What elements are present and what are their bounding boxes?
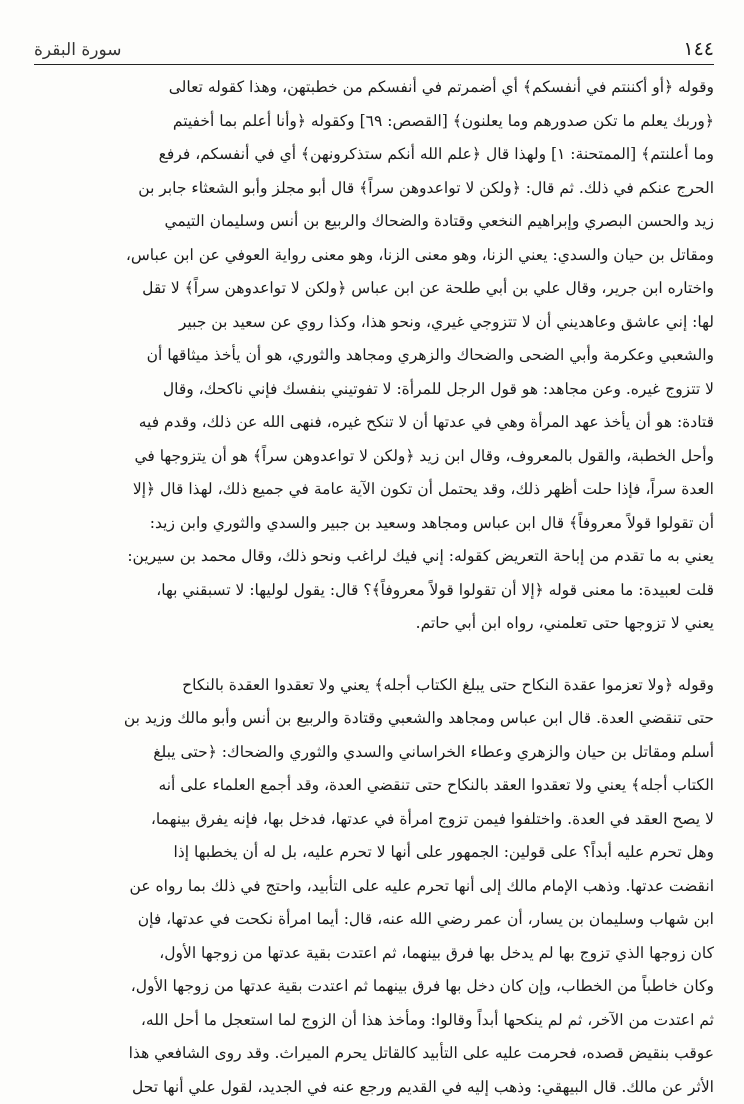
surah-title: سورة البقرة [34, 40, 121, 60]
text-line: وكان خاطباً من الخطاب، وإن كان دخل بها فرق بينهما ثم اعتدت بقية عدتها من زوجها الأول، [34, 970, 714, 1004]
text-line: الكتاب أجله﴾ يعني ولا تعقدوا العقد بالنكاح حتى تنقضي العدة، وقد أجمع العلماء على أنه [34, 769, 714, 803]
text-line: واختاره ابن جرير، وقال علي بن أبي طلحة عن ابن عباس ﴿ولكن لا تواعدوهن سراً﴾ لا تقل [34, 272, 714, 306]
text-line: عوقب بنقيض قصده، فحرمت عليه على التأبيد كالقاتل يحرم الميراث. وقد روى الشافعي هذا [34, 1037, 714, 1071]
text-line: لا يصح العقد في العدة. واختلفوا فيمن تزوج امرأة في عدتها، فدخل بها، فإنه يفرق بينهما، [34, 803, 714, 837]
text-line: العدة سراً، فإذا حلت أظهر ذلك، وقد يحتمل أن تكون الآية عامة في جميع ذلك، لهذا قال ﴿إلا [34, 473, 714, 507]
text-line: قلت لعبيدة: ما معنى قوله ﴿إلا أن تقولوا قولاً معروفاً﴾؟ قال: يقول لوليها: لا تسبقني بها، [34, 574, 714, 608]
text-line: وما أعلنتم﴾ [الممتحنة: ١] ولهذا قال ﴿علم الله أنكم ستذكرونهن﴾ أي في أنفسكم، فرفع [34, 138, 714, 172]
page-number: ١٤٤ [683, 38, 714, 60]
text-line: كان زوجها الذي تزوج بها لم يدخل بها فرق بينهما، ثم اعتدت بقية عدتها من زوجها الأول، [34, 937, 714, 971]
text-line: حتى تنقضي العدة. قال ابن عباس ومجاهد والشعبي وقتادة والربيع بن أنس وأبو مالك وزيد بن [34, 702, 714, 736]
text-line: لا تتزوج غيره. وعن مجاهد: هو قول الرجل للمرأة: لا تفوتيني بنفسك فإني ناكحك، وقال [34, 373, 714, 407]
text-line: ابن شهاب وسليمان بن يسار، أن عمر رضي الله عنه، قال: أيما امرأة نكحت في عدتها، فإن [34, 903, 714, 937]
text-line: ومقاتل بن حيان والسدي: يعني الزنا، وهو معنى الزنا، وهو معنى رواية العوفي عن ابن عباس، [34, 239, 714, 273]
text-line: أسلم ومقاتل بن حيان والزهري وعطاء الخراساني والسدي والثوري والضحاك: ﴿حتى يبلغ [34, 736, 714, 770]
text-line: قتادة: هو أن يأخذ عهد المرأة وهي في عدتها أن لا تنكح غيره، فنهى الله عن ذلك، وقدم فيه [34, 406, 714, 440]
paragraph-1 [34, 71, 714, 641]
text-line: لها: إني عاشق وعاهديني أن لا تتزوجي غيري، ونحو هذا، وكذا روي عن سعيد بن جبير [34, 306, 714, 340]
text-line: يعني به ما تقدم من إباحة التعريض كقوله: إني فيك لراغب ونحو ذلك، وقال محمد بن سيرين: [34, 540, 714, 574]
text-line: والشعبي وعكرمة وأبي الضحى والضحاك والزهري ومجاهد والثوري، هو أن يأخذ ميثاقها أن [34, 339, 714, 373]
text-line: زيد والحسن البصري وإبراهيم النخعي وقتادة والضحاك والربيع بن أنس وسليمان التيمي [34, 205, 714, 239]
text-line: الحرج عنكم في ذلك. ثم قال: ﴿ولكن لا تواعدوهن سراً﴾ قال أبو مجلز وأبو الشعثاء جابر بن [34, 172, 714, 206]
text-line: وقوله ﴿ولا تعزموا عقدة النكاح حتى يبلغ الكتاب أجله﴾ يعني ولا تعقدوا العقدة بالنكاح [34, 669, 714, 703]
text-line: الأثر عن مالك. قال البيهقي: وذهب إليه في القديم ورجع عنه في الجديد، لقول علي أنها تحل [34, 1071, 714, 1104]
header-divider [34, 64, 714, 65]
text-line: وأحل الخطبة، والقول بالمعروف، وقال ابن زيد ﴿ولكن لا تواعدوهن سراً﴾ هو أن يتزوجها في [34, 440, 714, 474]
paragraph-2 [34, 669, 714, 1104]
text-line: ثم اعتدت من الآخر، ثم لم ينكحها أبداً وقالوا: ومأخذ هذا أن الزوج لما استعجل ما أحل الله، [34, 1004, 714, 1038]
text-line: أن تقولوا قولاً معروفاً﴾ قال ابن عباس ومجاهد وسعيد بن جبير والسدي والثوري وابن زيد: [34, 507, 714, 541]
text-line: ﴿وربك يعلم ما تكن صدورهم وما يعلنون﴾ [القصص: ٦٩] وكقوله ﴿وأنا أعلم بما أخفيتم [34, 105, 714, 139]
text-line: يعني لا تزوجها حتى تعلمني، رواه ابن أبي حاتم. [34, 607, 714, 641]
text-line: وقوله ﴿أو أكننتم في أنفسكم﴾ أي أضمرتم في أنفسكم من خطبتهن، وهذا كقوله تعالى [34, 71, 714, 105]
text-line: انقضت عدتها. وذهب الإمام مالك إلى أنها تحرم عليه على التأبيد، واحتج في ذلك بما رواه عن [34, 870, 714, 904]
text-line: وهل تحرم عليه أبداً؟ على قولين: الجمهور على أنها لا تحرم عليه، بل له أن يخطبها إذا [34, 836, 714, 870]
page-header [34, 30, 714, 60]
